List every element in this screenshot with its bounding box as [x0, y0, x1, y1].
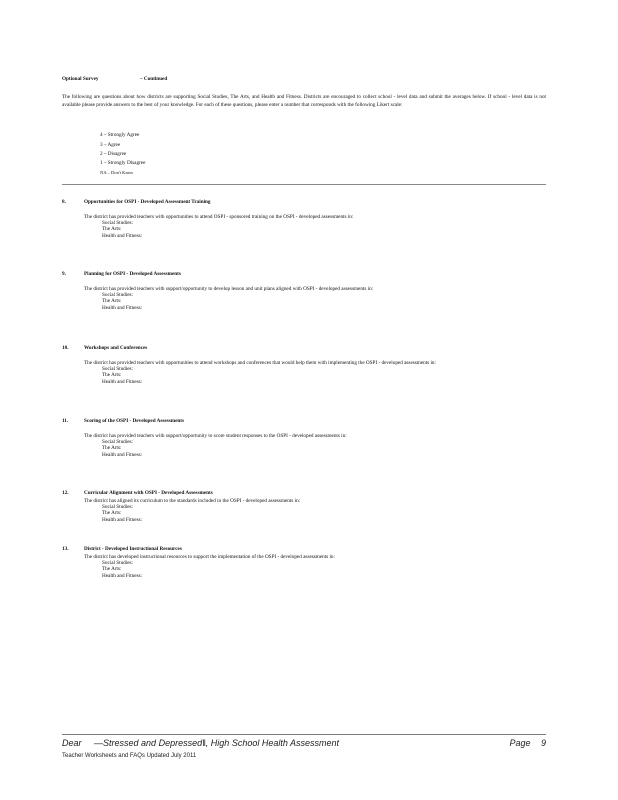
subject-line: Health and Fitness:	[102, 304, 143, 311]
page-number: 9	[540, 738, 546, 748]
page-label: Page	[509, 738, 531, 748]
subject-line: Social Studies:	[102, 292, 133, 299]
question-block	[62, 271, 546, 311]
footer-title-dear: Dear	[62, 738, 82, 748]
page-indicator	[509, 738, 546, 748]
question-number: 11.	[62, 418, 69, 424]
likert-na-option: NA – Don't Know	[100, 170, 134, 175]
subject-line: Social Studies:	[102, 560, 133, 567]
question-title: Scoring of the OSPI - Developed Assessments	[84, 418, 185, 424]
subject-line: The Arts:	[102, 372, 122, 379]
likert-option: 3 – Agree	[100, 142, 121, 148]
likert-option: 4 – Strongly Agree	[100, 132, 140, 138]
question-title: Planning for OSPI - Developed Assessments	[84, 271, 181, 277]
subject-line: Social Studies:	[102, 366, 133, 373]
subject-line: Health and Fitness:	[102, 232, 143, 239]
survey-title: Optional Survey	[62, 76, 99, 82]
subject-line: Health and Fitness:	[102, 516, 143, 523]
question-number: 8.	[62, 199, 66, 205]
question-text: The district has aligned its curriculum to the standards included in the OSPI - developed assessments in:	[84, 498, 301, 504]
subject-line: The Arts:	[102, 566, 122, 573]
intro-paragraph: The following are questions about how districts are supporting Social Studies, The Arts, and Health and Fitness. Districts are encouraged to collect school - level data and submit the averages below. If school - level data is not available please provide answers to the best of your knowledge. For each of these questions, please enter a number that corresponds with the following Likert scale:	[62, 94, 546, 109]
footer-subtitle: Teacher Worksheets and FAQs Updated July 2011	[62, 753, 197, 759]
subject-line: Health and Fitness:	[102, 378, 143, 385]
question-number: 10.	[62, 345, 69, 351]
likert-option: 2 – Disagree	[100, 151, 127, 157]
question-text: The district has developed instructional resources to support the implementation of the OSPI - developed assessments in:	[84, 554, 335, 560]
question-title: District - Developed Instructional Resources	[84, 546, 182, 552]
subject-line: Social Studies:	[102, 504, 133, 511]
subject-line: The Arts:	[102, 510, 122, 517]
question-title: Curricular Alignment with OSPI - Developed Assessments	[84, 490, 213, 496]
likert-option: 1 – Strongly Disagree	[100, 160, 146, 166]
question-number: 12.	[62, 490, 69, 496]
footer-title-row	[62, 738, 546, 748]
question-text: The district has provided teachers with opportunities to attend OSPI - sponsored training on the OSPI - developed assessments in:	[84, 214, 354, 220]
section-divider	[62, 184, 546, 185]
question-block	[62, 546, 546, 579]
question-number: 9.	[62, 271, 66, 277]
subject-line: Health and Fitness:	[102, 572, 143, 579]
subject-line: Health and Fitness:	[102, 451, 143, 458]
question-block	[62, 490, 546, 523]
question-number: 13.	[62, 546, 69, 552]
subject-line: The Arts:	[102, 226, 122, 233]
footer-divider	[62, 734, 546, 735]
question-text: The district has provided teachers with opportunities to attend workshops and conferences that would help them with implementing the OSPI - developed assessments in:	[84, 360, 436, 366]
question-block	[62, 418, 546, 458]
subject-line: The Arts:	[102, 298, 122, 305]
question-title: Workshops and Conferences	[84, 345, 148, 351]
question-block	[62, 345, 546, 385]
footer-title	[62, 738, 339, 748]
question-title: Opportunities for OSPI - Developed Assessment Training	[84, 199, 211, 205]
question-text: The district has provided teachers with support/opportunity to develop lesson and unit plans aligned with OSPI - developed assessments in:	[84, 286, 374, 292]
question-block	[62, 199, 546, 239]
subject-line: The Arts:	[102, 445, 122, 452]
survey-continued: – Continued	[140, 76, 168, 82]
subject-line: Social Studies:	[102, 220, 133, 227]
subject-line: Social Studies:	[102, 439, 133, 446]
footer-title-main: —Stressed and Depressed‖, High School Health Assessment	[94, 738, 340, 748]
question-text: The district has provided teachers with support/opportunity to score student responses to the OSPI - developed assessments in:	[84, 433, 347, 439]
